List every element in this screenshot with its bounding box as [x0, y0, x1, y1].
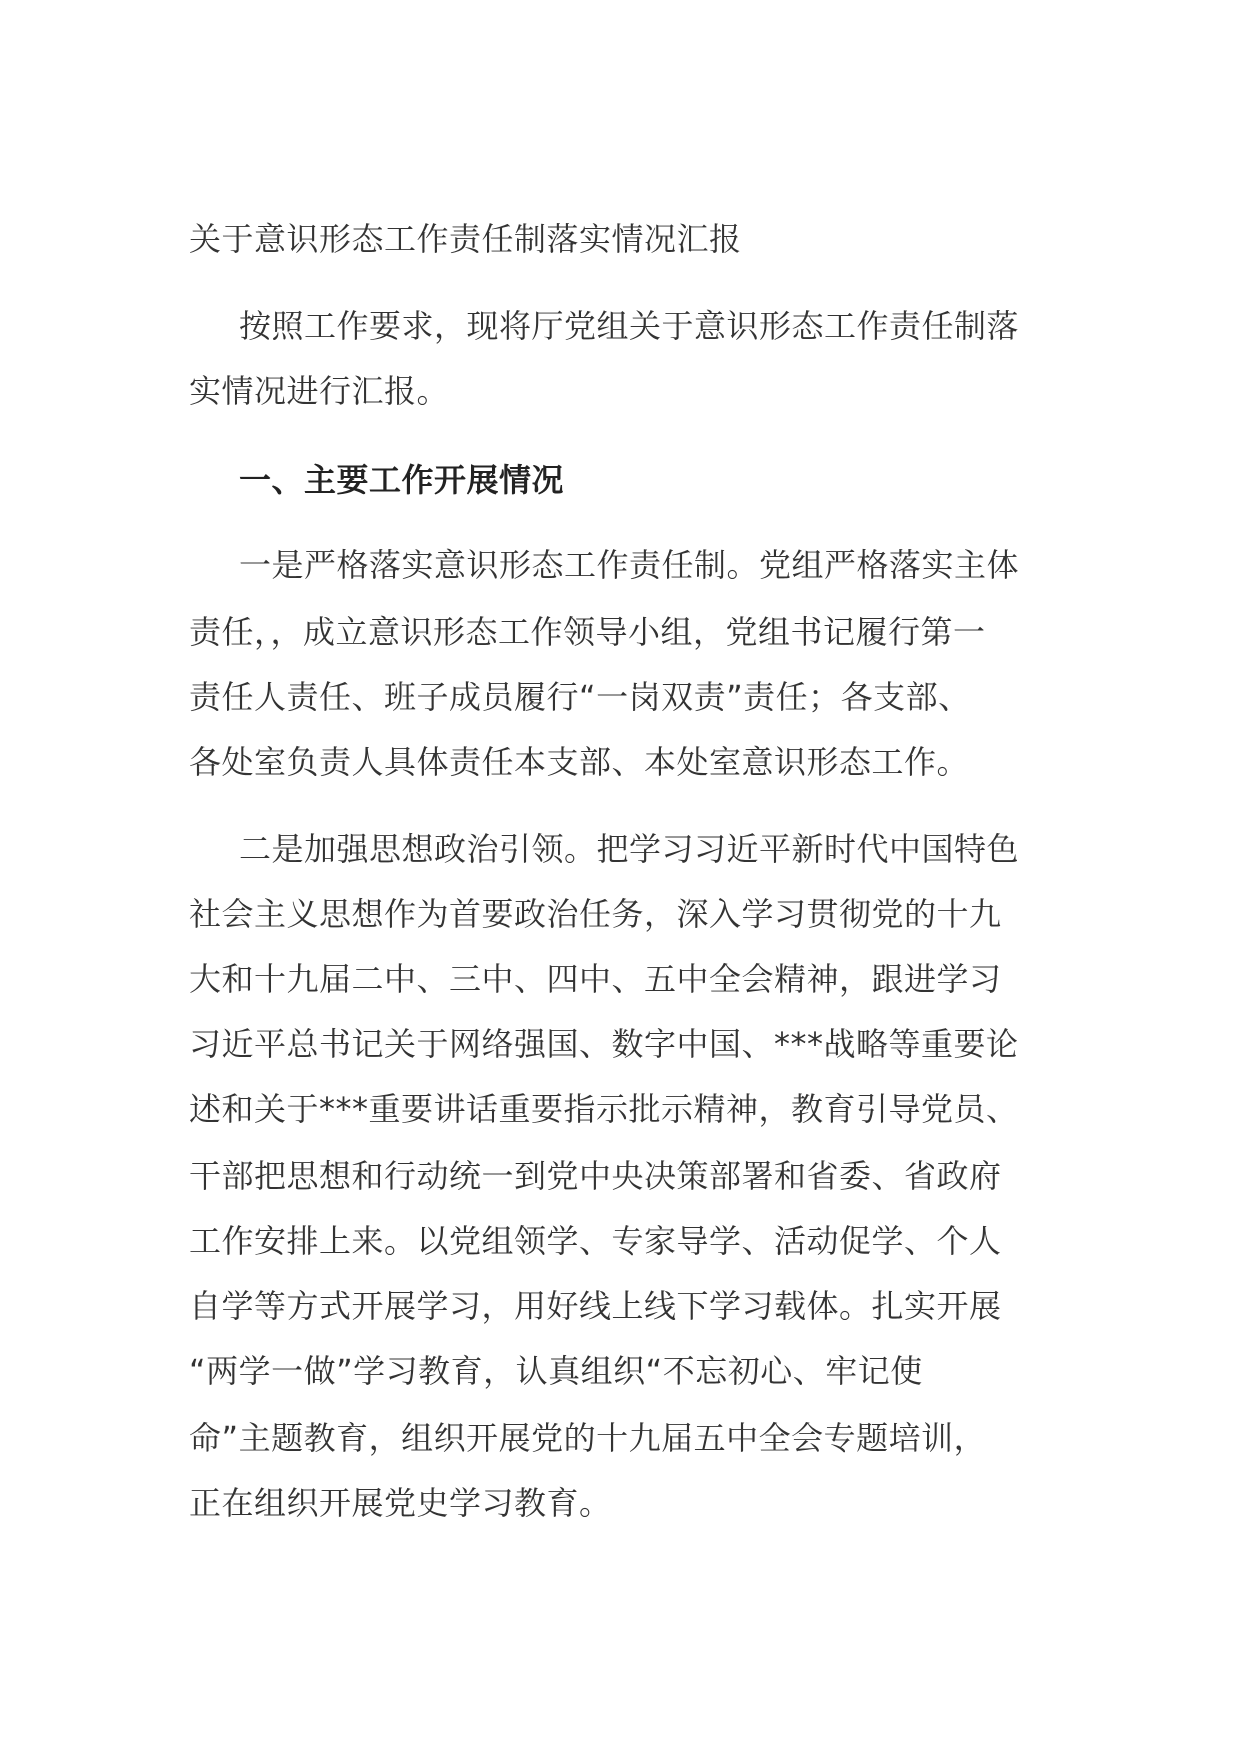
para2-line: 二是加强思想政治引领。把学习习近平新时代中国特色	[239, 830, 1020, 868]
document-title: 关于意识形态工作责任制落实情况汇报	[189, 220, 742, 258]
para2-line: 社会主义思想作为首要政治任务，深入学习贯彻党的十九	[189, 895, 1002, 933]
para2-line: 正在组织开展党史学习教育。	[189, 1484, 612, 1522]
section-heading: 一、主要工作开展情况	[239, 461, 565, 499]
para2-line: 大和十九届二中、三中、四中、五中全会精神，跟进学习	[189, 960, 1002, 998]
para1-line: 一是严格落实意识形态工作责任制。党组严格落实主体	[239, 546, 1020, 584]
intro-line: 按照工作要求，现将厅党组关于意识形态工作责任制落	[239, 307, 1020, 345]
para2-line: 自学等方式开展学习，用好线上线下学习载体。扎实开展	[189, 1287, 1002, 1325]
para2-line: “两学一做”学习教育，认真组织“不忘初心、牢记使	[189, 1352, 923, 1390]
para2-line: 工作安排上来。以党组领学、专家导学、活动促学、个人	[189, 1222, 1002, 1260]
para2-line: 习近平总书记关于网络强国、数字中国、***战略等重要论	[189, 1025, 1019, 1063]
para1-line: 责任人责任、班子成员履行“一岗双责”责任；各支部、	[189, 678, 971, 716]
para1-line: 各处室负责人具体责任本支部、本处室意识形态工作。	[189, 743, 970, 781]
para2-line: 述和关于***重要讲话重要指示批示精神，教育引导党员、	[189, 1090, 1019, 1128]
para2-line: 命”主题教育，组织开展党的十九届五中全会专题培训，	[189, 1419, 987, 1457]
para2-line: 干部把思想和行动统一到党中央决策部署和省委、省政府	[189, 1157, 1002, 1195]
intro-line: 实情况进行汇报。	[189, 372, 450, 410]
para1-line: 责任，，成立意识形态工作领导小组，党组书记履行第一	[189, 613, 986, 651]
